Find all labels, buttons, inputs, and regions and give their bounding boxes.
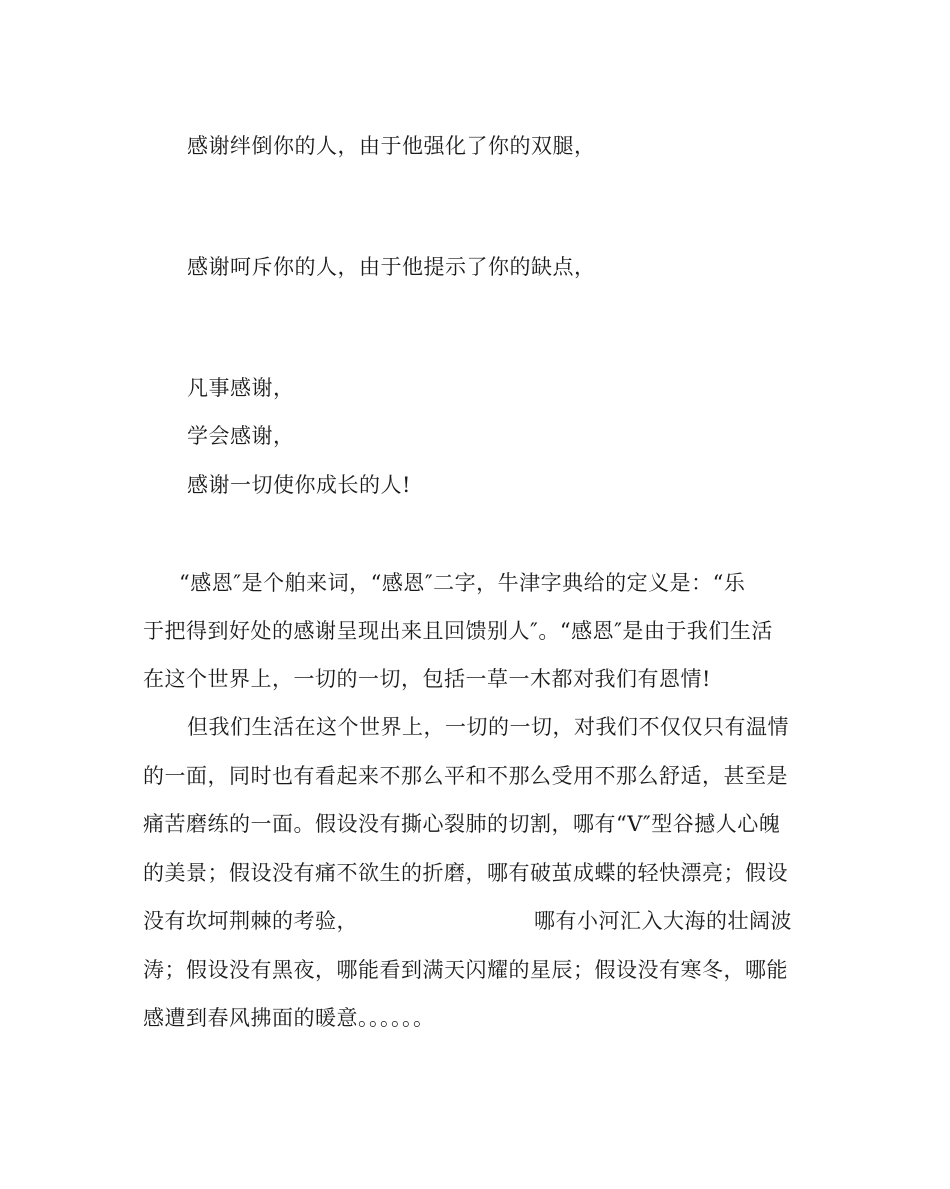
paragraph1-line-1: “感恩″是个舶来词，“感恩″二字，牛津字典给的定义是：“乐 bbox=[179, 571, 746, 595]
paragraph2-line-1: 但我们生活在这个世界上，一切的一切，对我们不仅仅只有温情 bbox=[187, 715, 789, 739]
paragraph2-line-4: 的美景；假设没有痛不欲生的折磨，哪有破茧成蝶的轻快漂亮；假设 bbox=[143, 861, 788, 885]
poem-line-4: 学会感谢， bbox=[187, 424, 295, 448]
paragraph2-line-7: 感遭到春风拂面的暖意。。。。。。 bbox=[143, 1006, 435, 1030]
paragraph2-line-6: 涛；假设没有黑夜，哪能看到满天闪耀的星辰；假设没有寒冬，哪能 bbox=[143, 958, 788, 982]
paragraph2-line-5b: 哪有小河汇入大海的壮阔波 bbox=[534, 909, 792, 933]
paragraph1-line-3: 在这个世界上，一切的一切，包括一草一木都对我们有恩情! bbox=[143, 667, 711, 691]
paragraph2-line-2: 的一面，同时也有看起来不那么平和不那么受用不那么舒适，甚至是 bbox=[143, 764, 788, 788]
paragraph1-line-2: 于把得到好处的感谢呈现出来且回馈别人″。“感恩″是由于我们生活 bbox=[143, 619, 773, 643]
poem-line-2: 感谢呵斥你的人，由于他提示了你的缺点， bbox=[187, 255, 596, 279]
poem-line-1: 感谢绊倒你的人，由于他强化了你的双腿， bbox=[187, 134, 596, 158]
paragraph2-line-5a: 没有坎坷荆棘的考验， bbox=[143, 909, 358, 933]
poem-line-3: 凡事感谢， bbox=[187, 376, 295, 400]
poem-line-5: 感谢一切使你成长的人! bbox=[187, 473, 411, 497]
paragraph2-line-3: 痛苦磨练的一面。假设没有撕心裂肺的切割，哪有“V″型谷撼人心魄 bbox=[143, 812, 781, 836]
